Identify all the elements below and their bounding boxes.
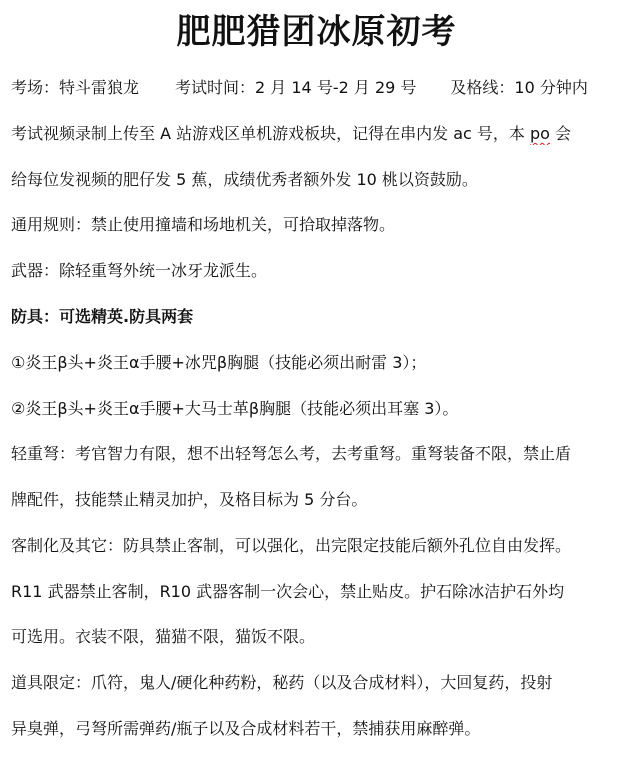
upload-text-post: 会 — [549, 124, 572, 143]
armor-set-1: ①炎王β头+炎王α手腰+冰咒β胸腿（技能必须出耐雷 3）； — [11, 353, 427, 372]
exam-info-row — [11, 77, 626, 99]
page-title: 肥肥猎团冰原初考 — [176, 12, 457, 52]
general-rules: 通用规则：禁止使用撞墙和场地机关，可拾取掉落物。 — [11, 215, 396, 234]
upload-instructions-line-2: 给每位发视频的肥仔发 5 蕉，成绩优秀者额外发 10 桃以资鼓励。 — [11, 170, 478, 189]
items-rules-line-2: 异臭弹，弓弩所需弹药/瓶子以及合成材料若干，禁捕获用麻醉弹。 — [11, 719, 481, 738]
po-word: po — [529, 124, 550, 143]
upload-instructions-line-1 — [11, 123, 626, 145]
exam-time: 考试时间：2 月 14 号-2 月 29 号 — [175, 78, 417, 97]
bowgun-rules-line-2: 牌配件，技能禁止精灵加护，及格目标为 5 分台。 — [11, 490, 368, 509]
weapon-rules: 武器：除轻重弩外统一冰牙龙派生。 — [11, 261, 268, 280]
bowgun-rules-line-1: 轻重弩：考官智力有限，想不出轻弩怎么考，去考重弩。重弩装备不限，禁止盾 — [11, 444, 572, 463]
armor-heading: 防具：可选精英.防具两套 — [11, 307, 194, 326]
items-rules-line-1: 道具限定：爪符，鬼人/硬化种药粉，秘药（以及合成材料），大回复药，投射 — [11, 673, 553, 692]
pass-line: 及格线：10 分钟内 — [450, 78, 588, 97]
exam-venue: 考场：特斗雷狼龙 — [11, 78, 140, 97]
customization-line-2: R11 武器禁止客制，R10 武器客制一次会心，禁止贴皮。护石除冰洁护石外均 — [11, 582, 565, 601]
upload-text-pre: 考试视频录制上传至 A 站游戏区单机游戏板块，记得在串内发 ac 号，本 — [11, 124, 530, 143]
armor-set-2: ②炎王β头+炎王α手腰+大马士革β胸腿（技能必须出耳塞 3）。 — [11, 399, 459, 418]
customization-line-3: 可选用。衣装不限，猫猫不限，猫饭不限。 — [11, 627, 316, 646]
customization-line-1: 客制化及其它：防具禁止客制，可以强化，出完限定技能后额外孔位自由发挥。 — [11, 536, 572, 555]
